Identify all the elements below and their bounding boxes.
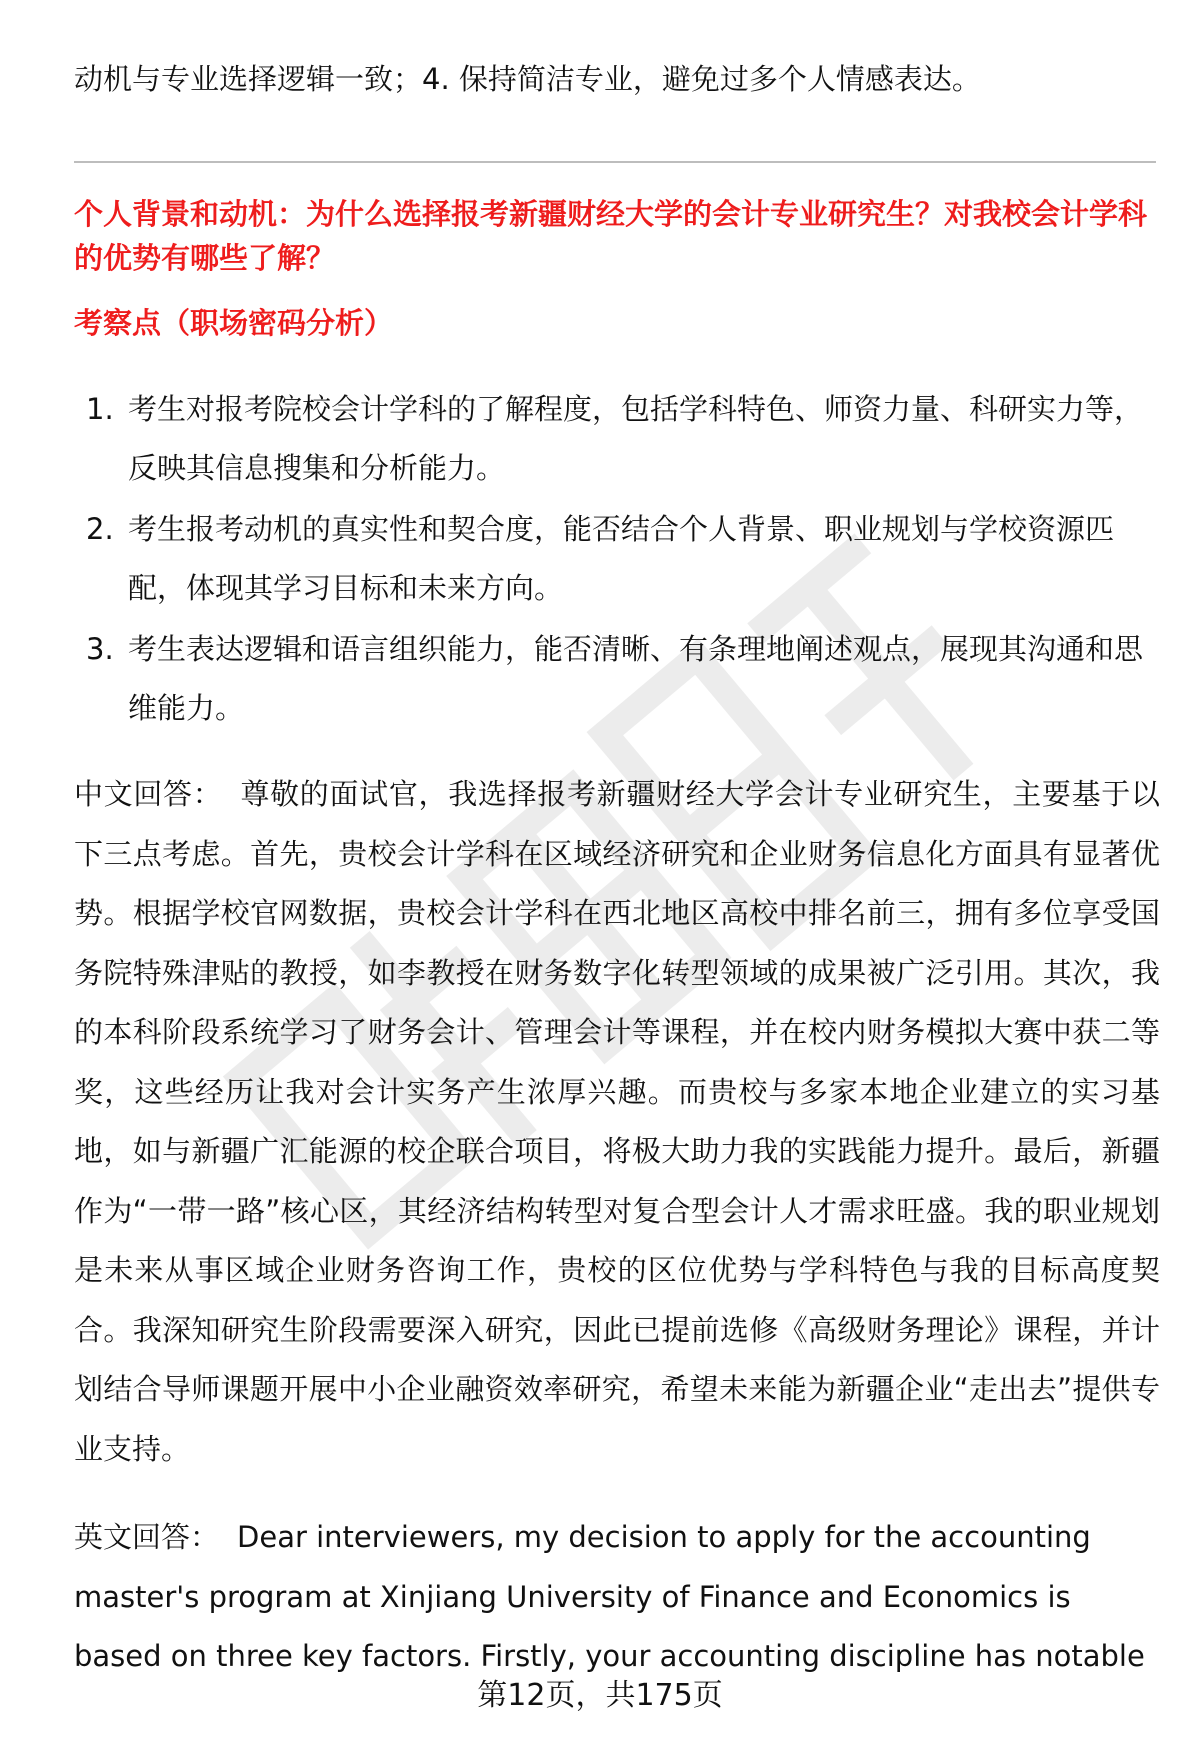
assessment-points-heading: 考察点（职场密码分析） xyxy=(74,306,394,340)
list-item-text: 考生报考动机的真实性和契合度，能否结合个人背景、职业规划与学校资源匹配，体现其学习目标和未来方向。 xyxy=(128,512,1115,605)
assessment-points-list xyxy=(74,380,1160,740)
chinese-answer-label: 中文回答： xyxy=(74,777,223,811)
chinese-answer-text: 尊敬的面试官，我选择报考新疆财经大学会计专业研究生，主要基于以下三点考虑。首先，贵校会计学科在区域经济研究和企业财务信息化方面具有显著优势。根据学校官网数据，贵校会计学科在西北地区高校中排名前三，拥有多位享受国务院特殊津贴的教授，如李教授在财务数字化转型领域的成果被广泛引用。其次，我的本科阶段系统学习了财务会计、管理会计等课程，并在校内财务模拟大赛中获二等奖，这些经历让我对会计实务产生浓厚兴趣。而贵校与多家本地企业建立的实习基地，如与新疆广汇能源的校企联合项目，将极大助力我的实践能力提升。最后，新疆作为“一带一路”核心区，其经济结构转型对复合型会计人才需求旺盛。我的职业规划是未来从事区域企业财务咨询工作，贵校的区位优势与学科特色与我的目标高度契合。我深知研究生阶段需要深入研究，因此已提前选修《高级财务理论》课程，并计划结合导师课题开展中小企业融资效率研究，希望未来能为新疆企业“走出去”提供专业支持。 xyxy=(74,777,1160,1466)
interview-question: 个人背景和动机：为什么选择报考新疆财经大学的会计专业研究生？对我校会计学科的优势有哪些了解？ xyxy=(74,197,1148,275)
list-item xyxy=(74,380,1158,498)
list-item xyxy=(74,620,1158,738)
list-item-number: 2. xyxy=(86,512,114,546)
english-answer xyxy=(74,1508,1160,1687)
page-number: 第12页，共175页 xyxy=(477,1678,723,1713)
previous-answer-tail: 动机与专业选择逻辑一致；4. 保持简洁专业，避免过多个人情感表达。 xyxy=(74,62,981,96)
chinese-answer xyxy=(74,765,1160,1479)
list-item-text: 考生表达逻辑和语言组织能力，能否清晰、有条理地阐述观点，展现其沟通和思维能力。 xyxy=(128,632,1144,725)
english-answer-label: 英文回答： xyxy=(74,1520,220,1554)
list-item xyxy=(74,500,1158,618)
list-item-number: 3. xyxy=(86,632,114,666)
english-answer-text: Dear interviewers, my decision to apply for the accounting master's program at Xinjiang University of Finance and Economics is based on three key factors. Firstly, your accounting discipline has notable xyxy=(74,1520,1145,1673)
list-item-text: 考生对报考院校会计学科的了解程度，包括学科特色、师资力量、科研实力等，反映其信息搜集和分析能力。 xyxy=(128,392,1144,485)
list-item-number: 1. xyxy=(86,392,114,426)
section-divider xyxy=(74,161,1156,163)
